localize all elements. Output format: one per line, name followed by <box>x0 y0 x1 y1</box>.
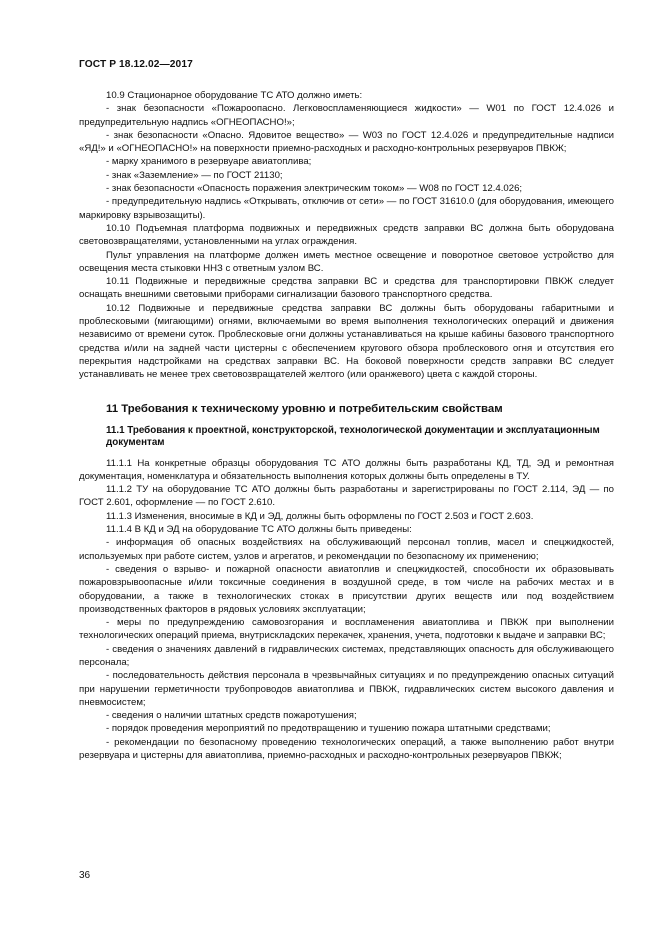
paragraph-11-1-2: 11.1.2 ТУ на оборудование ТС АТО должны быть разработаны и зарегистрированы по ГОСТ 2.114, ЭД — по ГОСТ 2.601, оформление — по ГОСТ 2.610. <box>79 484 614 509</box>
section-title: 11 Требования к техническому уровню и потребительским свойствам <box>106 402 503 415</box>
list-item: - предупредительную надпись «Открывать, отключив от сети» — по ГОСТ 31610.0 (для оборудования, имеющего маркировку взрывозащиты). <box>79 196 614 221</box>
paragraph-10-9: 10.9 Стационарное оборудование ТС АТО должно иметь: <box>106 90 363 101</box>
list-item: - рекомендации по безопасному проведению технологических операций, а также выполнению работ внутри резервуара и цистерны для авиатоплива, приемно-расходных и расходно-контрольных резервуаров ПВКЖ; <box>79 736 614 762</box>
paragraph-10-10: 10.10 Подъемная платформа подвижных и передвижных средств заправки ВС должна быть оборудована световозвращателями, установленными на углах ограждения. <box>79 222 614 248</box>
list-item: - марку хранимого в резервуаре авиатоплива; <box>106 156 312 168</box>
paragraph-11-1-4: 11.1.4 В КД и ЭД на оборудование ТС АТО должны быть приведены: <box>106 524 412 536</box>
list-item: - знак безопасности «Опасно. Ядовитое вещество» — W03 по ГОСТ 12.4.026 и предупредительные надписи «ЯД!» и «ОГНЕОПАСНО!» на поверхности приемно-расходных и расходно-контрольных резервуаров ПВКЖ; <box>79 129 614 155</box>
list-item: - сведения о наличии штатных средств пожаротушения; <box>106 710 357 722</box>
document-body <box>79 89 614 762</box>
paragraph-10-11: 10.11 Подвижные и передвижные средства заправки ВС и средства для транспортировки ПВКЖ следует оснащать внешними световыми приборами сигнализации базового транспортного средства. <box>79 276 614 301</box>
list-item: - знак безопасности «Опасность поражения электрическим током» — W08 по ГОСТ 12.4.026; <box>106 183 523 195</box>
paragraph-11-1-1: 11.1.1 На конкретные образцы оборудования ТС АТО должны быть разработаны КД, ТД, ЭД и ремонтная документация, номенклатура и обязательность выполнения которых должны быть определены в ТУ. <box>79 457 614 482</box>
paragraph-10-12: 10.12 Подвижные и передвижные средства заправки ВС должны быть оборудованы габаритными и проблесковыми (мигающими) огнями, включаемыми во время выполнения технологических операций и движения независимо от времени суток. Проблесковые огни должны устанавливаться на крыше кабины базового транспортного средства и/или на задней части цистерны с обеспечением кругового обзора проблескового огня и отсутствия его перекрытия надстройками на средствах заправки ВС. На боковой поверхности средств заправки ВС следует устанавливать не менее трех световозвращателей желтого (или оранжевого) цвета с каждой стороны. <box>79 302 614 381</box>
list-item: - информация об опасных воздействиях на обслуживающий персонал топлив, масел и спецжидкостей, используемых при работе систем, узлов и агрегатов, и рекомендации по безопасному их применению; <box>79 537 614 562</box>
list-item: - знак «Заземление» — по ГОСТ 21130; <box>106 169 283 181</box>
paragraph: Пульт управления на платформе должен иметь местное освещение и поворотное световое устройство для освещения места стыковки ННЗ с ответным узлом ВС. <box>79 249 614 274</box>
list-item: - порядок проведения мероприятий по предотвращению и тушению пожара штатными средствами; <box>106 723 551 735</box>
paragraph-11-1-3: 11.1.3 Изменения, вносимые в КД и ЭД, должны быть оформлены по ГОСТ 2.503 и ГОСТ 2.603. <box>106 510 534 522</box>
subsection-title: 11.1 Требования к проектной, конструкторской, технологической документации и эксплуатационным документам <box>106 424 600 449</box>
page-number: 36 <box>79 870 91 881</box>
document-header: ГОСТ Р 18.12.02—2017 <box>79 59 193 70</box>
list-item: - сведения о взрыво- и пожарной опасности авиатоплив и спецжидкостей, способности их образовывать пожаровзрывоопасные и/или токсичные соединения в воздушной среде, в том числе на рабочих местах и в оборудовании, а также в технологических стоках в присутствии других веществ или под воздействием производственных факторов в рядовых условиях эксплуатации; <box>79 563 614 615</box>
list-item: - последовательность действия персонала в чрезвычайных ситуациях и по предупреждению опасных ситуаций при нарушении герметичности трубопроводов авиатоплива и ПВКЖ, гидравлических систем высокого давления и пневмосистем; <box>79 670 614 708</box>
list-item: - знак безопасности «Пожароопасно. Легковоспламеняющиеся жидкости» — W01 по ГОСТ 12.4.026 и предупредительную надпись «ОГНЕОПАСНО!»; <box>79 103 614 128</box>
list-item: - меры по предупреждению самовозгорания и воспламенения авиатоплива и ПВКЖ при выполнении технологических операций приема, внутрискладских перекачек, хранения, учета, подготовки к выдаче и заправки ВС; <box>79 617 614 642</box>
list-item: - сведения о значениях давлений в гидравлических системах, представляющих опасность для обслуживающего персонала; <box>79 643 614 668</box>
